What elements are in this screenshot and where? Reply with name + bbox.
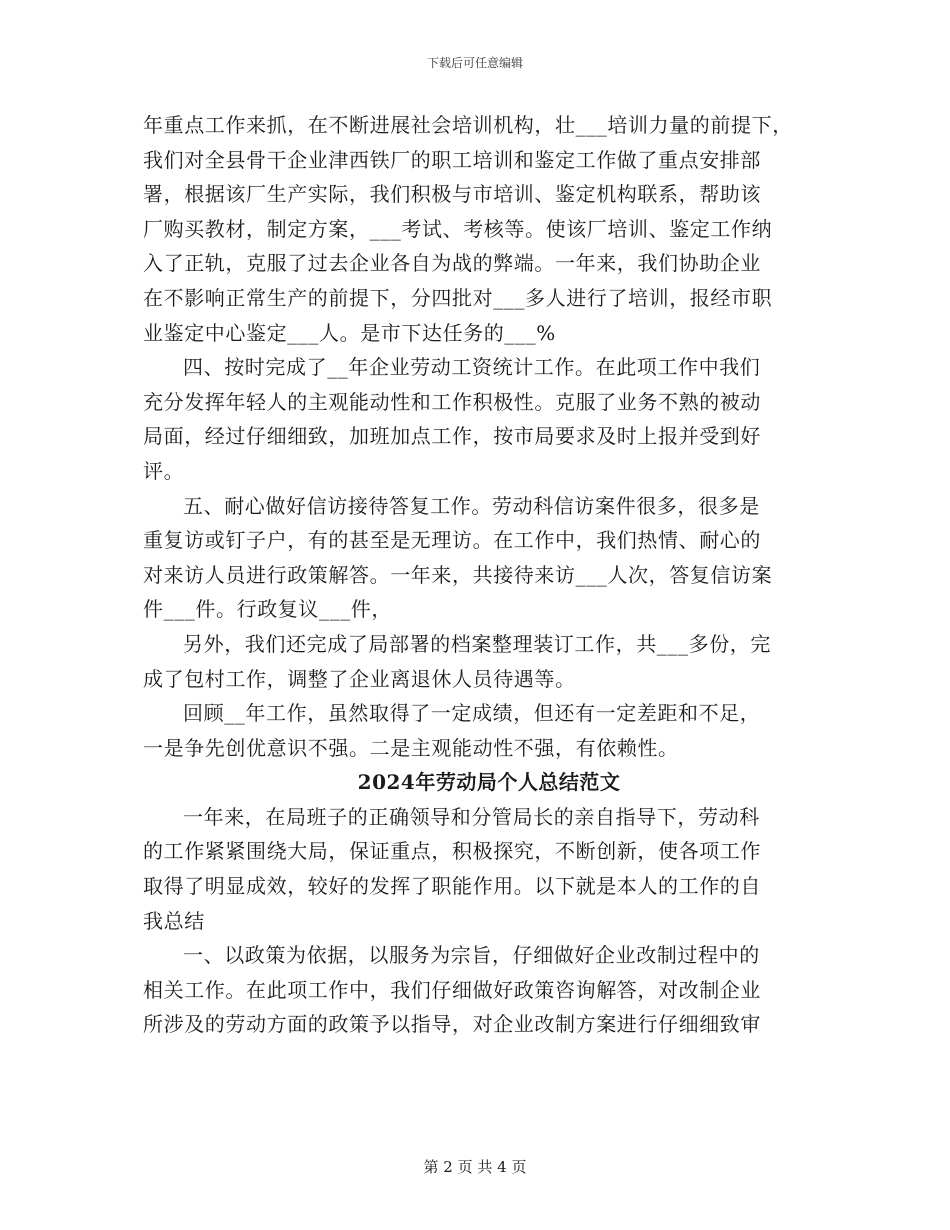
paragraph-line: 件___件。行政复议___件， [143, 597, 392, 622]
page-number: 第 2 页 共 4 页 [423, 1158, 527, 1176]
paragraph-line: 我们对全县骨干企业津西铁厂的职工培训和鉴定工作做了重点安排部 [143, 147, 761, 172]
section-title: 2024年劳动局个人总结范文 [357, 770, 621, 795]
paragraph-line: 年重点工作来抓，在不断进展社会培训机构，壮___培训力量的前提下， [143, 113, 793, 137]
paragraph-line: 署，根据该厂生产实际，我们积极与市培训、鉴定机构联系，帮助该 [143, 182, 761, 207]
paragraph-line: 评。 [143, 458, 185, 483]
paragraph-line: 的工作紧紧围绕大局，保证重点，积极探究，不断创新，使各项工作 [143, 839, 761, 864]
paragraph-line: 一年来，在局班子的正确领导和分管局长的亲自指导下，劳动科 [183, 804, 760, 829]
paragraph-line: 相关工作。在此项工作中，我们仔细做好政策咨询解答，对改制企业 [143, 977, 761, 1002]
paragraph-line: 所涉及的劳动方面的政策予以指导，对企业改制方案进行仔细细致审 [143, 1012, 761, 1037]
paragraph-line: 四、按时完成了__年企业劳动工资统计工作。在此项工作中我们 [183, 355, 761, 380]
header-note: 下载后可任意编辑 [426, 56, 523, 70]
paragraph-line: 重复访或钉子户，有的甚至是无理访。在工作中，我们热情、耐心的 [143, 528, 761, 553]
paragraph-line: 取得了明显成效，较好的发挥了职能作用。以下就是本人的工作的自 [143, 874, 761, 899]
paragraph-line: 充分发挥年轻人的主观能动性和工作积极性。克服了业务不熟的被动 [143, 389, 761, 414]
paragraph-line: 入了正轨，克服了过去企业各自为战的弊端。一年来，我们协助企业 [143, 251, 761, 276]
paragraph-line: 回顾__年工作，虽然取得了一定成绩，但还有一定差距和不足， [183, 701, 761, 726]
paragraph-line: 一、以政策为依据，以服务为宗旨，仔细做好企业改制过程中的 [183, 943, 760, 968]
paragraph-line: 我总结 [143, 908, 205, 933]
paragraph-line: 一是争先创优意识不强。二是主观能动性不强，有依赖性。 [143, 735, 679, 760]
body-text [143, 108, 815, 1042]
paragraph-line: 在不影响正常生产的前提下，分四批对___多人进行了培训，报经市职 [143, 285, 773, 310]
paragraph-line: 厂购买教材，制定方案，___考试、考核等。使该厂培训、鉴定工作纳 [143, 216, 773, 241]
paragraph-line: 对来访人员进行政策解答。一年来，共接待来访___人次，答复信访案 [143, 562, 773, 587]
paragraph-line: 局面，经过仔细细致，加班加点工作，按市局要求及时上报并受到好 [143, 424, 761, 449]
paragraph-line: 成了包村工作，调整了企业离退休人员待遇等。 [143, 666, 576, 691]
paragraph-line: 五、耐心做好信访接待答复工作。劳动科信访案件很多，很多是 [183, 493, 760, 518]
paragraph-line: 业鉴定中心鉴定___人。是市下达任务的___% [143, 320, 556, 345]
paragraph-line: 另外，我们还完成了局部署的档案整理装订工作，共___多份，完 [183, 631, 771, 656]
